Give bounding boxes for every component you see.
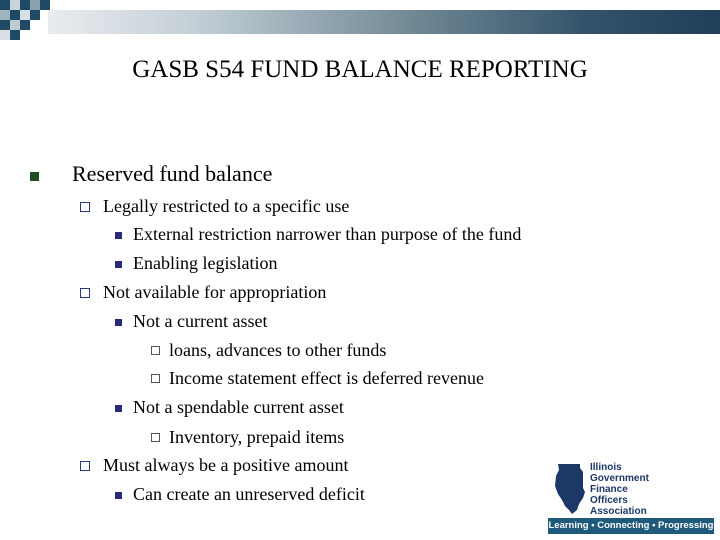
title-gradient-bar: [48, 10, 720, 34]
slide-title: GASB S54 FUND BALANCE REPORTING: [132, 56, 588, 83]
hollow-square-bullet-icon: [151, 346, 160, 355]
logo-wordmark: Illinois Government Finance Officers Association: [590, 462, 649, 517]
hollow-square-bullet-icon: [151, 374, 160, 383]
square-bullet-icon: [115, 261, 122, 268]
bullet-item: loans, advances to other funds: [169, 340, 387, 360]
square-bullet-icon: [115, 492, 122, 499]
bullet-item: Income statement effect is deferred revenue: [169, 368, 484, 388]
bullet-item: Must always be a positive amount: [103, 455, 349, 475]
bullet-item: Inventory, prepaid items: [169, 427, 345, 447]
gfoa-logo: [548, 458, 716, 538]
bullet-item: Enabling legislation: [133, 253, 278, 273]
hollow-square-bullet-icon: [80, 461, 90, 471]
hollow-square-bullet-icon: [151, 433, 160, 442]
hollow-square-bullet-icon: [80, 288, 90, 298]
bullet-item: Not a current asset: [133, 311, 268, 331]
illinois-map-icon: [552, 462, 588, 516]
bullet-item: External restriction narrower than purpose of the fund: [133, 224, 522, 244]
bullet-item: Not a spendable current asset: [133, 397, 344, 417]
hollow-square-bullet-icon: [80, 202, 90, 212]
bullet-item: Legally restricted to a specific use: [103, 196, 350, 216]
bullet-item: Not available for appropriation: [103, 282, 327, 302]
square-bullet-icon: [30, 172, 39, 181]
square-bullet-icon: [115, 319, 122, 326]
square-bullet-icon: [115, 405, 122, 412]
logo-tagline: Learning • Connecting • Progressing: [548, 518, 714, 534]
square-bullet-icon: [115, 232, 122, 239]
bullet-heading: Reserved fund balance: [72, 161, 273, 186]
bullet-item: Can create an unreserved deficit: [133, 484, 365, 504]
